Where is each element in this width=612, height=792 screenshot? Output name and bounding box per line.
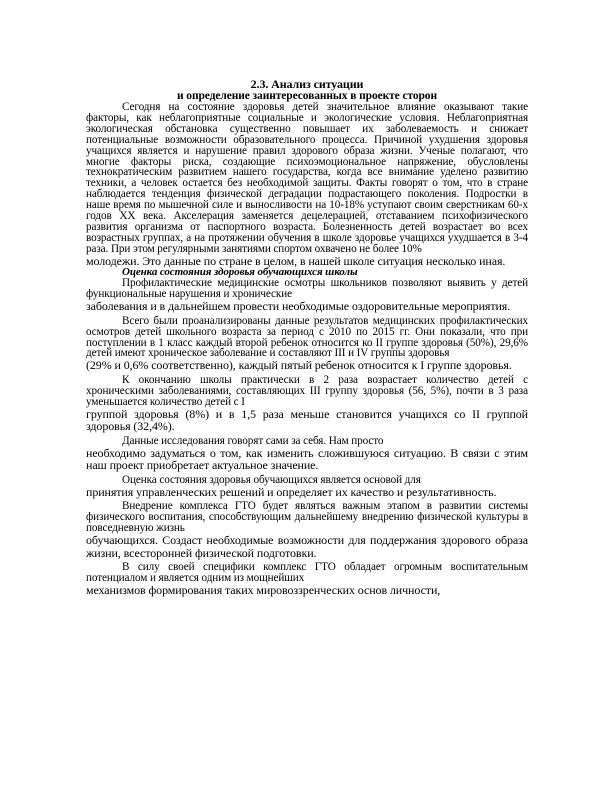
document-page <box>86 78 528 597</box>
section-heading: 2.3. Анализ ситуации <box>250 77 364 91</box>
health-assessment-heading: Оценка состояния здоровья обучающихся школы <box>122 266 358 279</box>
paragraph-assessment-continued: принятия управленческих решений и определяет их качество и результативность. <box>86 484 497 499</box>
paragraph-gto-continued: обучающихся. Создаст необходимые возможности для поддержания здорового образа жизни, всесторонней физической подготовки. <box>86 533 528 560</box>
paragraph-analysis: Всего были проанализированы данные результатов медицинских профилактических осмотров детей школьного возраста за период с 2010 по 2015 гг. Они показали, что при поступлении в 1 класс каждый второй ребенок относится ко II группе здоровья (50%), 29,6% детей имеют хроническое заболевание и составляют III и IV группы здоровья <box>86 314 528 360</box>
paragraph-gto-specifics-continued: механизмов формирования таких мировоззренческих основ личности, <box>86 583 441 598</box>
paragraph-graduation: К окончанию школы практически в 2 раза возрастает количество детей с хроническими заболеваниями, составляющих III группу здоровья (56, 5%), почти в 3 раза уменьшается количество детей с I <box>86 373 528 408</box>
paragraph-checkups-continued: заболевания и в дальнейшем провести необходимые оздоровительные мероприятия. <box>86 299 511 314</box>
paragraph-gto: Внедрение комплекса ГТО будет являться важным этапом в развитии системы физического воспитания, способствующим дальнейшему внедрению физической культуры в повседневную жизнь <box>86 500 528 535</box>
paragraph-intro: Сегодня на состояние здоровья детей значительное влияние оказывают такие факторы, как неблагоприятные социальные и экологические условия. Неблагоприятная экологическая обстановка существенно повышает их заболеваемость и снижает потенциальные возможности образовательного процесса. Причиной ухудшения здоровья учащихся является и нарушение правил здорового образа жизни. Ученые полагают, что многие факторы риска, создающие психоэмоциональное напряжение, обусловлены технократическим развитием нашего государства, когда все внимание уделено развитию техники, а человек остается без необходимой защиты. Факты говорят о том, что в стране наблюдается тенденция физической деградации подрастающего поколения. Подростки в наше время по мышечной силе и выносливости на 10-18% уступают своим сверстникам 60-х годов ХХ века. Акселерация заменяется децелерацией, отставанием психофизического развития организма от паспортного возраста. Болезненность детей возрастает во всех возрастных группах, а на протяжении обучения в школе здоровье учащихся ухудшается в 3-4 раза. При этом регулярными занятиями спортом охвачено не более 10% <box>86 101 528 255</box>
paragraph-analysis-continued: (29% и 0,6% соответственно), каждый пятый ребенок относится к I группе здоровья. <box>86 358 512 373</box>
paragraph-checkups: Профилактические медицинские осмотры школьников позволяют выявить у детей функциональные нарушения и хронические <box>86 277 528 301</box>
section-subheading: и определение заинтересованных в проекте сторон <box>177 90 437 102</box>
paragraph-research-continued: необходимо задуматься о том, как изменить сложившуюся ситуацию. В связи с этим наш проект приобретает актуальное значение. <box>86 445 528 473</box>
paragraph-graduation-continued: группой здоровья (8%) и в 1,5 раза меньше становится учащихся со II группой здоровья (32,4%). <box>86 406 528 434</box>
paragraph-assessment: Оценка состояния здоровья обучающихся является основой для <box>122 473 421 486</box>
paragraph-gto-specifics: В силу своей специфики комплекс ГТО обладает огромным воспитательным потенциалом и является одним из мощнейших <box>86 561 528 585</box>
paragraph-research: Данные исследования говорят сами за себя. Нам просто <box>122 434 384 447</box>
paragraph-intro-continued: молодежи. Это данные по стране в целом, в нашей школе ситуация несколько иная. <box>86 253 506 268</box>
